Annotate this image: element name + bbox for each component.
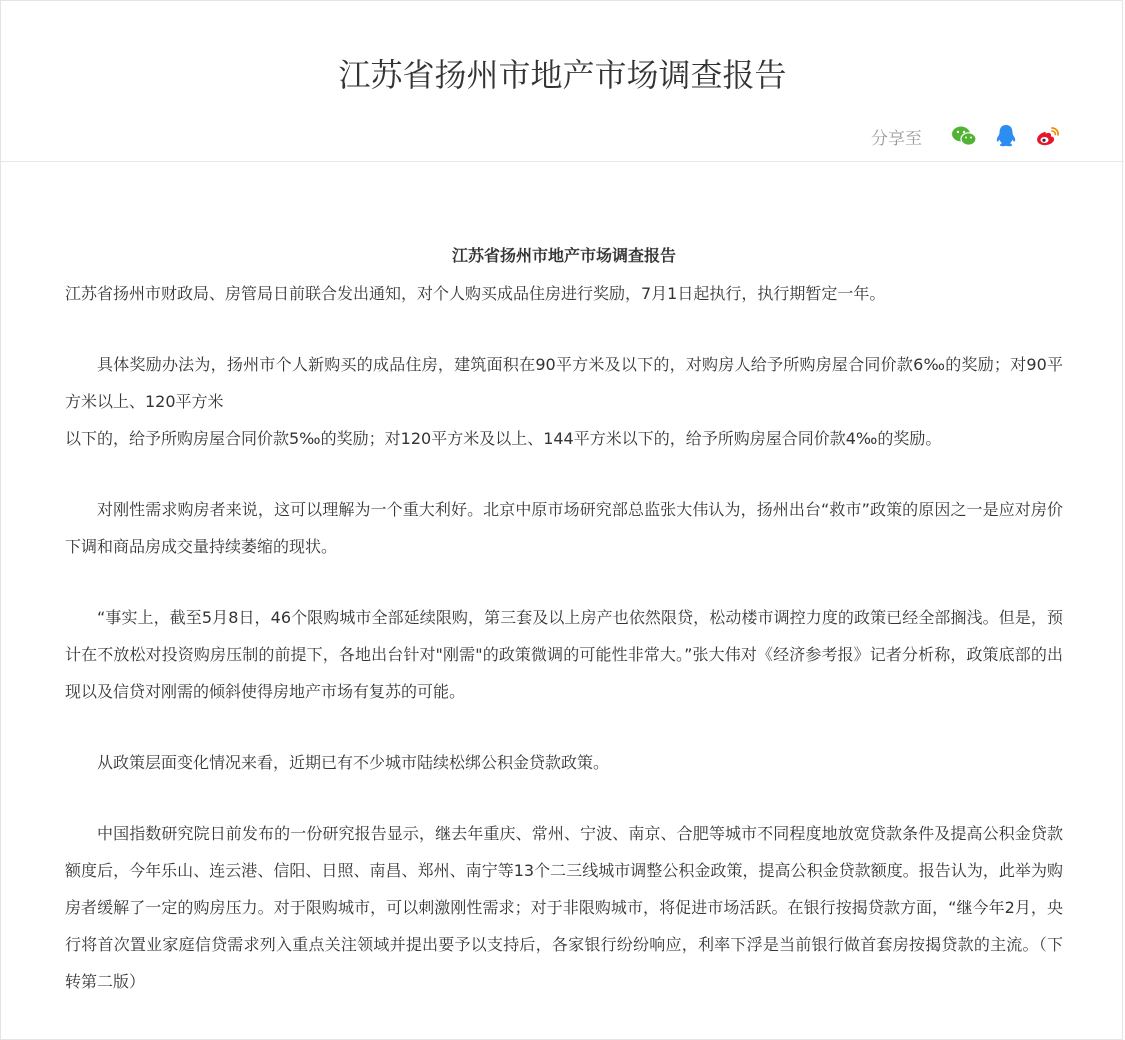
paragraph: 从政策层面变化情况来看，近期已有不少城市陆续松绑公积金贷款政策。 (97, 753, 610, 772)
share-bar (871, 122, 1062, 150)
share-label: 分享至 (871, 128, 922, 149)
paragraph: 江苏省扬州市财政局、房管局日前联合发出通知，对个人购买成品住房进行奖励，7月1日起执行，执行期暂定一年。 (65, 284, 886, 303)
weibo-icon[interactable] (1034, 123, 1062, 149)
paragraph: 以下的，给予所购房屋合同价款5‰的奖励；对120平方米及以上、144平方米以下的，给予所购房屋合同价款4‰的奖励。 (65, 429, 942, 448)
paragraph: 中国指数研究院日前发布的一份研究报告显示，继去年重庆、常州、宁波、南京、合肥等城市不同程度地放宽贷款条件及提高公积金贷款额度后，今年乐山、连云港、信阳、日照、南昌、郑州、南宁等13个二三线城市调整公积金政策，提高公积金贷款额度。报告认为，此举为购房者缓解了一定的购房压力。对于限购城市，可以刺激刚性需求；对于非限购城市，将促进市场活跃。在银行按揭贷款方面，“继今年2月，央行将首次置业家庭信贷需求列入重点关注领域并提出要予以支持后，各家银行纷纷响应，利率下浮是当前银行做首套房按揭贷款的主流。（下转第二版） (65, 824, 1063, 991)
paragraph: “事实上，截至5月8日，46个限购城市全部延续限购，第三套及以上房产也依然限贷，松动楼市调控力度的政策已经全部搁浅。但是，预计在不放松对投资购房压制的前提下，各地出台针对"刚需"的政策微调的可能性非常大。”张大伟对《经济参考报》记者分析称，政策底部的出现以及信贷对刚需的倾斜使得房地产市场有复苏的可能。 (65, 608, 1063, 701)
page-title: 江苏省扬州市地产市场调查报告 (338, 56, 787, 94)
paragraph: 对刚性需求购房者来说，这可以理解为一个重大利好。北京中原市场研究部总监张大伟认为，扬州出台“救市”政策的原因之一是应对房价下调和商品房成交量持续萎缩的现状。 (65, 500, 1063, 556)
paragraph: 具体奖励办法为，扬州市个人新购买的成品住房，建筑面积在90平方米及以下的，对购房人给予所购房屋合同价款6‰的奖励；对90平方米以上、120平方米 (65, 355, 1063, 411)
qq-icon[interactable] (992, 123, 1020, 149)
article-title: 江苏省扬州市地产市场调查报告 (451, 246, 676, 265)
wechat-icon[interactable] (950, 123, 978, 149)
article-body (65, 239, 1063, 1034)
page-header (1, 1, 1124, 162)
